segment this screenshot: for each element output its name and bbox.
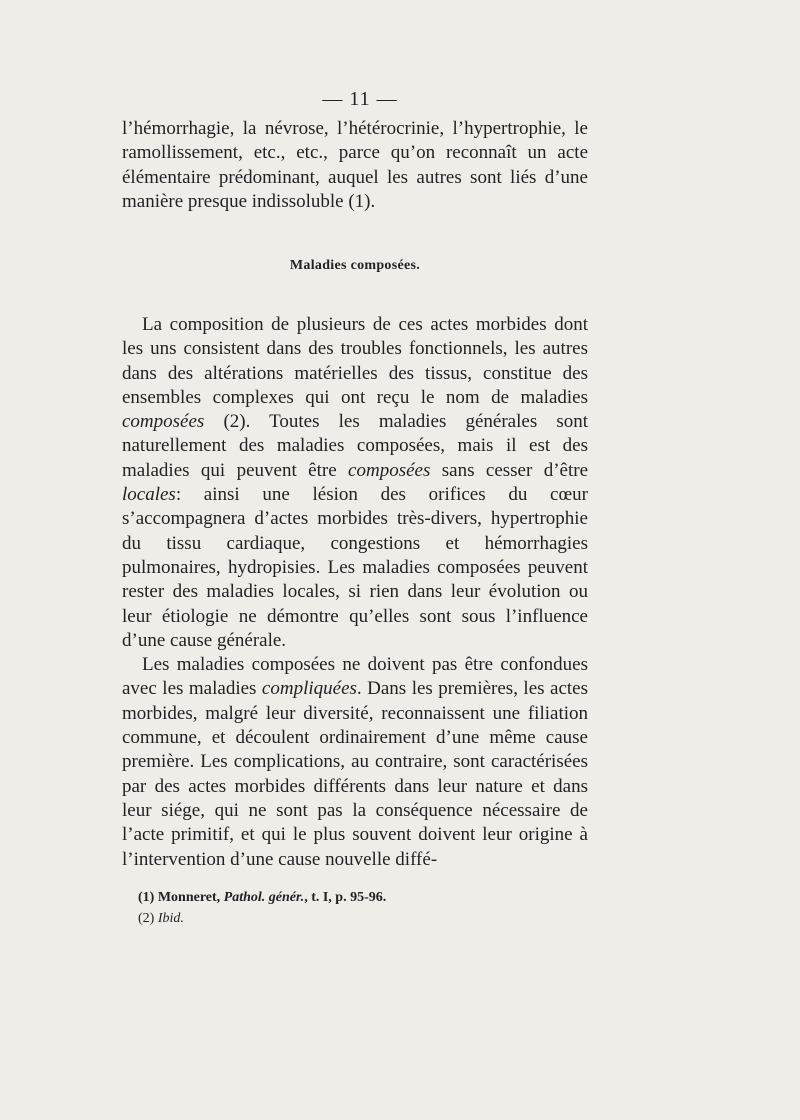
section-body [122,313,588,872]
text-run: : ainsi une lésion des orifices du cœur s’accompagnera d’actes morbides très-divers, hypertrophie du tissu cardiaque, congestions et hémorrhagies pulmonaires, hydropisies. Les maladies composées peuvent rester des maladies locales, si rien dans leur évolution ou leur étiologie ne démontre qu’elles sont sous l’influence d’une cause générale. [122,484,588,651]
section-heading: Maladies composées. [289,258,421,273]
paragraph-composition [122,313,588,653]
text-run: . Dans les premières, les actes morbides, malgré leur diversité, reconnaissent une filiation commune, et découlent ordinairement d’une même cause première. Les complications, au contraire, sont caractérisées par des actes morbides différents dans leur nature et dans leur siége, qui ne sont pas la conséquence nécessaire de l’acte primitif, et qui le plus souvent doivent leur origine à l’intervention d’une cause nouvelle diffé- [122,678,589,870]
footnotes [138,887,598,929]
text-run: La composition de plusieurs de ces actes morbides dont les uns consistent dans des troubles fonctionnels, les autres dans des altérations matérielles des tissus, constitue des ensembles complexes qui ont reçu le nom de maladies [122,314,588,408]
emphasis: locales [122,484,176,506]
emphasis: composées [122,411,205,433]
paragraph-continued [122,117,588,214]
footnote-2 [138,908,598,929]
text-run: sans cesser d’être [441,459,589,481]
text-run: (2). Toutes les maladies générales sont naturellement des maladies composées, mais il est des maladies qui peuvent être [122,411,588,481]
text-run: (2) [138,911,155,926]
text-run: , t. I, p. 95-96. [304,890,387,905]
text-run: (1) Monneret, [138,890,221,905]
emphasis: Ibid. [157,911,184,926]
emphasis: Pathol. génér. [223,890,305,905]
footnote-1 [138,887,598,908]
text-run: Les maladies composées ne doivent pas être confondues avec les maladies [122,654,588,700]
paragraph-complications [122,653,588,872]
emphasis: compliquées [261,678,357,700]
emphasis: composées [348,459,431,481]
paragraph-text: l’hémorrhagie, la névrose, l’hétérocrinie, l’hypertrophie, le ramollissement, etc., etc., parce qu’on reconnaît un acte élémentaire prédominant, auquel les autres sont liés d’une manière presque indissoluble (1). [122,118,588,212]
page-number: — 11 — [322,88,398,110]
